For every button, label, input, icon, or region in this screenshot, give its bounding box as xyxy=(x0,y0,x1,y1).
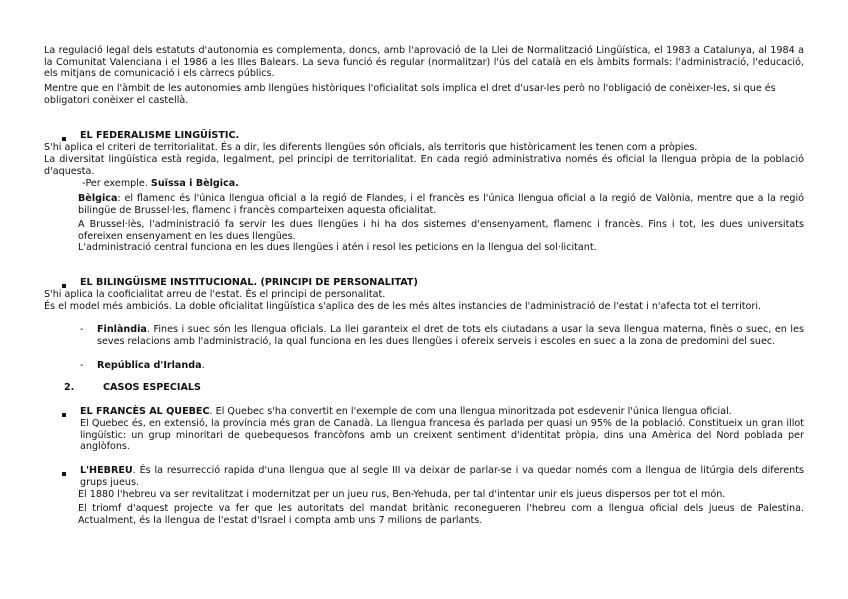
heading-text: EL BILINGÜISME INSTITUCIONAL. (PRINCIPI DE PERSONALITAT) xyxy=(80,277,418,288)
belgica-paragraph xyxy=(78,193,804,216)
list-item-quebec xyxy=(80,406,804,418)
hebreu-label: L'HEBREU xyxy=(80,465,133,476)
quebec-label: EL FRANCÈS AL QUEBEC xyxy=(80,406,210,417)
hebreu-text: . És la resurrecció rapida d'una llengua que al segle III va deixar de parlar-se i va quedar només com a llengua de litúrgia dels diferents grups jueus. xyxy=(80,465,804,488)
bullet-icon xyxy=(62,409,66,421)
example-line xyxy=(82,178,682,190)
irlanda-label: República d'Irlanda xyxy=(97,360,202,371)
quebec-text: . El Quebec s'ha convertit en l'exemple de com una llengua minoritzada pot esdevenir l'única llengua oficial. xyxy=(209,406,732,417)
paragraph: És el model més ambiciós. La doble oficialitat lingüística s'aplica des de les més altes instancies de l'administració de l'estat i n'afecta tot el territori. xyxy=(44,301,762,312)
paragraph: L'administració central funciona en les dues llengües i atén i resol les peticions en la llengua del sol·licitant. xyxy=(78,242,597,253)
paragraph: S'hi aplica la cooficialitat arreu de l'estat. És el principi de personalitat. xyxy=(44,289,386,300)
list-item-irlanda xyxy=(80,360,697,372)
finlandia-text: . Fines i suec són les llengua oficials. La llei garanteix el dret de tots els ciutadans a usar la seva llengua materna, finès o suec, en les seves relacions amb l'administració, la qual funciona en les dues llengües i ofereix serveis i escoles en suec a la zona de predomini del suec. xyxy=(97,324,804,347)
paragraph: S'hi aplica el criteri de territorialitat. És a dir, les diferents llengües són oficials, als territoris que històricament les tenen com a pròpies. xyxy=(44,142,698,153)
section-number: 2. xyxy=(64,382,75,393)
heading-text: EL FEDERALISME LINGÜÍSTIC. xyxy=(80,130,240,141)
irlanda-suffix: . xyxy=(201,360,205,371)
paragraph: El triomf d'aquest projecte va fer que les autoritats del mandat britànic reconegueren l'hebreu com a llengua oficial dels jueus de Palestina. Actualment, és la llengua de l'estat d'Israel i compta amb uns 7 milions de parlants. xyxy=(78,503,804,526)
list-item-finlandia xyxy=(80,324,804,347)
belgica-label: Bèlgica xyxy=(78,193,118,204)
bullet-icon xyxy=(62,468,66,480)
finlandia-label: Finlàndia xyxy=(97,324,147,335)
paragraph: El Quebec és, en extensió, la província més gran de Canadà. La llengua francesa és parlada per quasi un 95% de la població. Constitueix un gran illot lingüístic: un grup minoritari de quebequesos francòfons amb un creixent sentiment d'identitat pròpia, dins una Amèrica del Nord poblada per anglòfons. xyxy=(80,418,804,452)
paragraph: La diversitat lingüística està regida, legalment, pel principi de territorialitat. En cada regió administrativa només és oficial la llengua pròpia de la població d'aquesta. xyxy=(44,154,804,177)
example-prefix: -Per exemple. xyxy=(82,178,151,189)
dash-marker: - xyxy=(80,324,84,335)
heading-text: CASOS ESPECIALS xyxy=(103,382,201,393)
dash-marker: - xyxy=(80,360,84,371)
paragraph: El 1880 l'hebreu va ser revitalitzat i modernitzat per un jueu rus, Ben-Yehuda, per tal d'intentar unir els jueus dispersos per tot el món. xyxy=(78,489,726,500)
paragraph: A Brussel·lès, l'administració fa servir les dues llengües i hi ha dos sistemes d'ensenyament, flamenc i francès. Fins i tot, les dues universitats ofereixen ensenyament en les dues llengües. xyxy=(78,219,804,242)
section-heading-bilinguisme xyxy=(80,277,780,289)
example-countries: Suïssa i Bèlgica. xyxy=(150,178,239,189)
belgica-text: : el flamenc és l'única llengua oficial a la regió de Flandes, i el francès es l'única llengua oficial a la regió de Valònia, mentre que a la regió bilingüe de Brussel·les, flamenc i francès comparteixen aquesta oficialitat. xyxy=(78,193,804,216)
section-heading-federalisme xyxy=(80,130,780,142)
intro-paragraph-2: Mentre que en l'àmbit de les autonomies amb llengües històriques l'oficialitat sols implica el dret d'usar-les però no l'obligació de conèixer-les, si que és obligatori conèixer el castellà. xyxy=(44,83,776,106)
intro-paragraph: La regulació legal dels estatuts d'autonomia es complementa, doncs, amb l'aprovació de la Llei de Normalització Lingüística, el 1983 a Catalunya, al 1984 a la Comunitat Valenciana i el 1986 a les Illes Balears. La seva funció és regular (normalitzar) l'ús del català en els àmbits formals: l'administració, l'educació, els mitjans de comunicació i els càrrecs públics. xyxy=(44,45,804,79)
list-item-hebreu xyxy=(80,465,804,488)
section-heading-casos xyxy=(64,382,464,394)
